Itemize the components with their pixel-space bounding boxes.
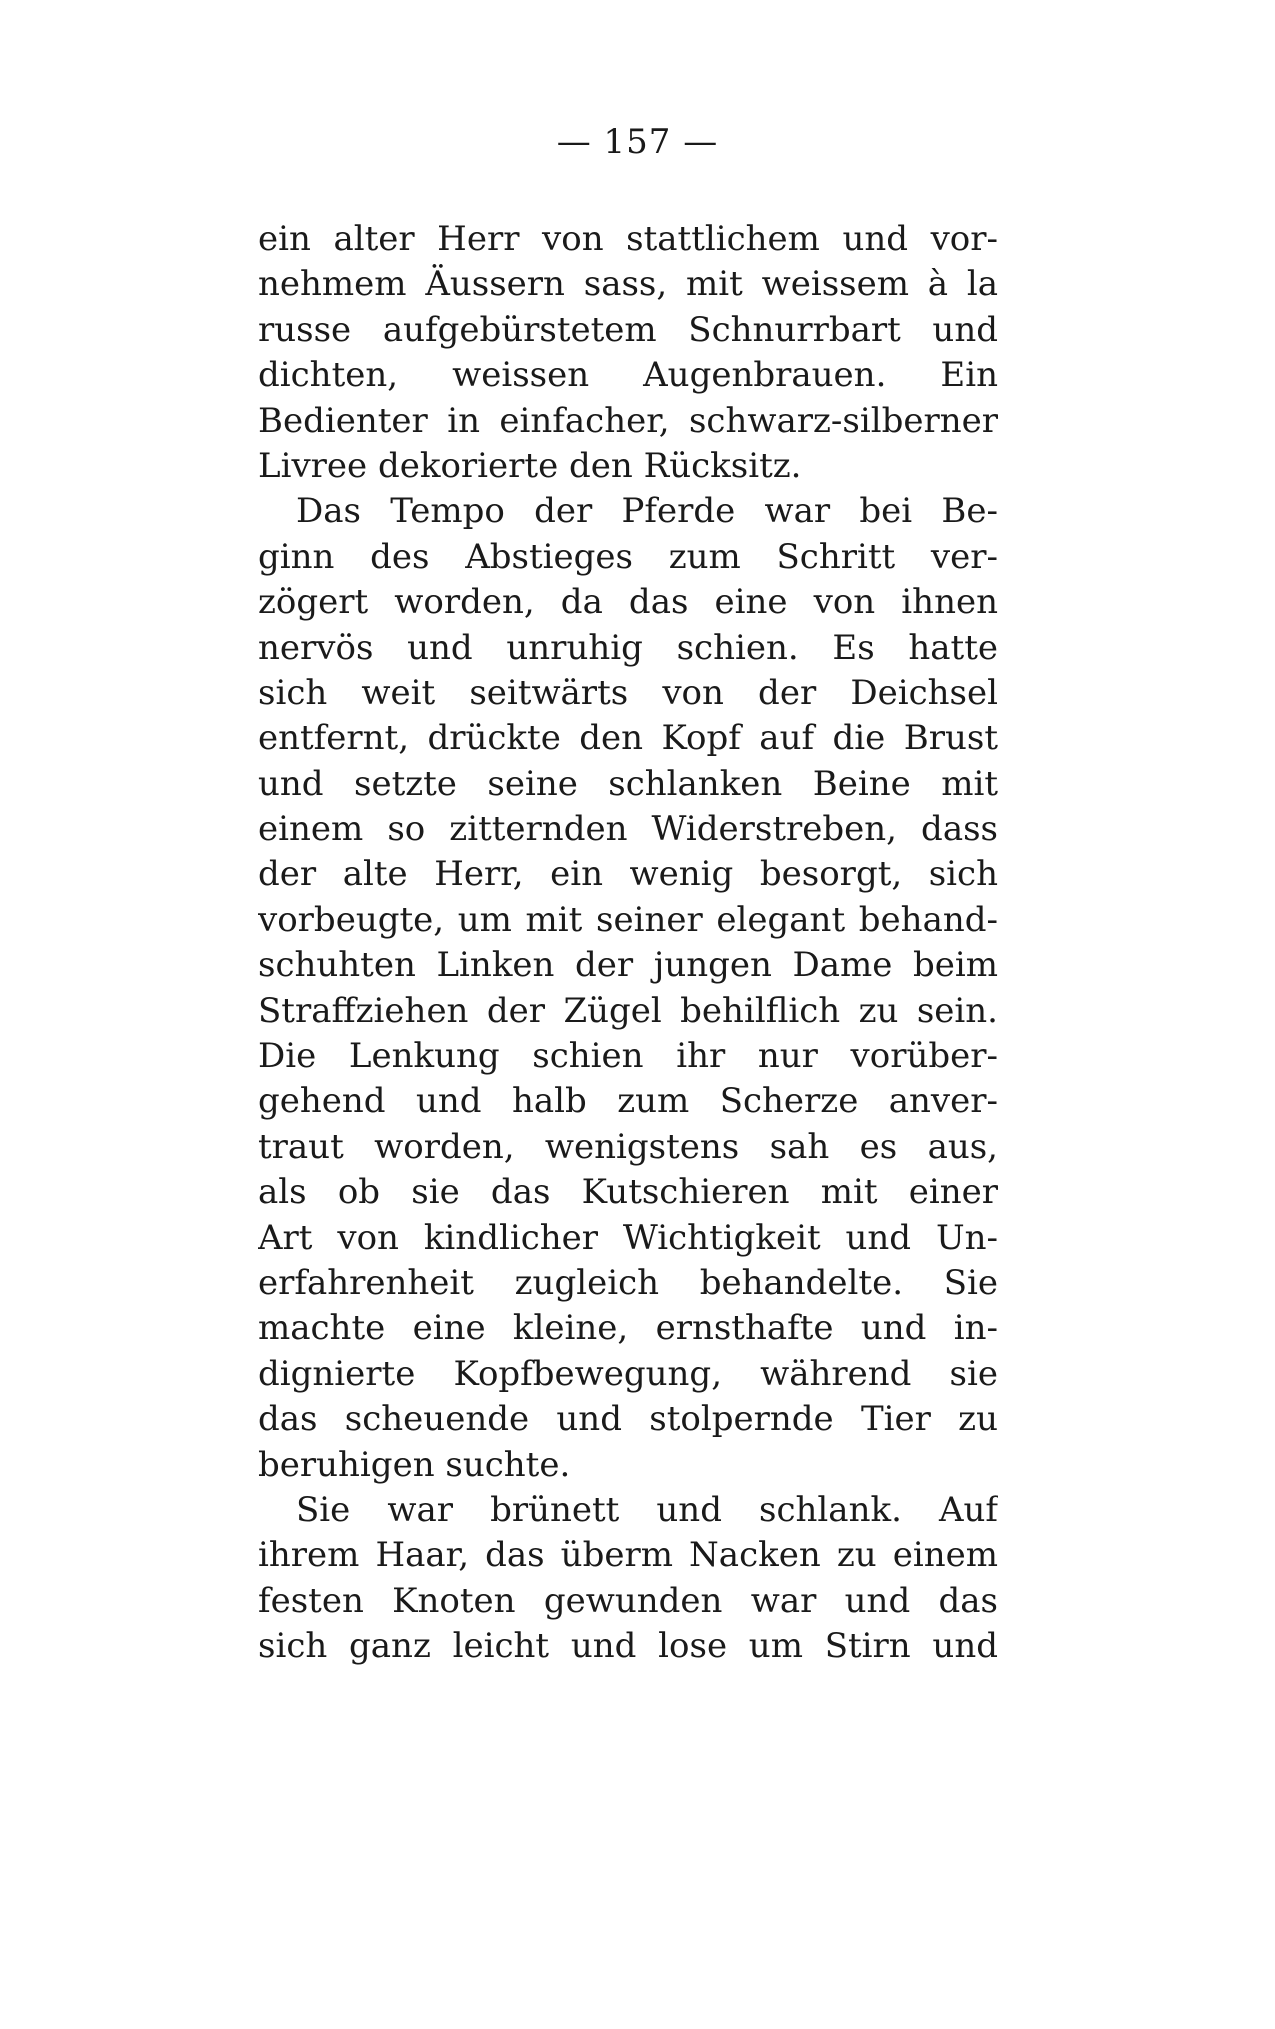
text-line: schuhten Linken der jungen Dame beim: [258, 945, 998, 986]
text-line: nehmem Äussern sass, mit weissem à la: [258, 264, 998, 305]
text-line: dichten, weissen Augenbrauen. Ein: [258, 355, 998, 396]
text-line: nervös und unruhig schien. Es hatte: [258, 627, 998, 668]
text-line: Die Lenkung schien ihr nur vorüber-: [258, 1036, 998, 1077]
text-line: als ob sie das Kutschieren mit einer: [258, 1172, 998, 1213]
text-line: ein alter Herr von stattlichem und vor-: [258, 219, 998, 259]
text-line: beruhigen suchte.: [258, 1444, 571, 1485]
body-text: [258, 217, 998, 1670]
text-line: Bedienter in einfacher, schwarz-silberner: [258, 400, 998, 441]
text-line: erfahrenheit zugleich behandelte. Sie: [258, 1262, 998, 1303]
text-line: Das Tempo der Pferde war bei Be-: [296, 491, 998, 532]
text-line: vorbeugte, um mit seiner elegant behand-: [258, 899, 998, 940]
text-line: Livree dekorierte den Rücksitz.: [258, 445, 802, 486]
text-line: entfernt, drückte den Kopf auf die Brust: [258, 718, 998, 759]
text-line: festen Knoten gewunden war und das: [258, 1580, 998, 1621]
paragraph: [258, 1488, 998, 1670]
text-line: ihrem Haar, das überm Nacken zu einem: [258, 1535, 998, 1576]
text-line: sich ganz leicht und lose um Stirn und: [258, 1626, 998, 1667]
text-line: und setzte seine schlanken Beine mit: [258, 763, 998, 804]
text-line: der alte Herr, ein wenig besorgt, sich: [258, 854, 998, 895]
text-line: russe aufgebürstetem Schnurrbart und: [258, 309, 998, 350]
paragraph: [258, 217, 998, 489]
text-line: Straffziehen der Zügel behilflich zu sein.: [258, 990, 998, 1031]
text-line: einem so zitternden Widerstreben, dass: [258, 809, 998, 850]
text-line: das scheuende und stolpernde Tier zu: [258, 1399, 998, 1440]
text-line: zögert worden, da das eine von ihnen: [258, 582, 998, 623]
text-line: traut worden, wenigstens sah es aus,: [258, 1126, 998, 1167]
text-line: dignierte Kopfbewegung, während sie: [258, 1353, 998, 1394]
paragraph: [258, 489, 998, 1488]
page-number: — 157 —: [556, 122, 719, 162]
text-line: gehend und halb zum Scherze anver-: [258, 1081, 998, 1122]
text-line: Sie war brünett und schlank. Auf: [296, 1489, 998, 1530]
text-line: Art von kindlicher Wichtigkeit und Un-: [258, 1217, 998, 1258]
text-line: sich weit seitwärts von der Deichsel: [258, 672, 998, 713]
text-line: ginn des Abstieges zum Schritt ver-: [258, 536, 998, 577]
text-line: machte eine kleine, ernsthafte und in-: [258, 1308, 998, 1349]
